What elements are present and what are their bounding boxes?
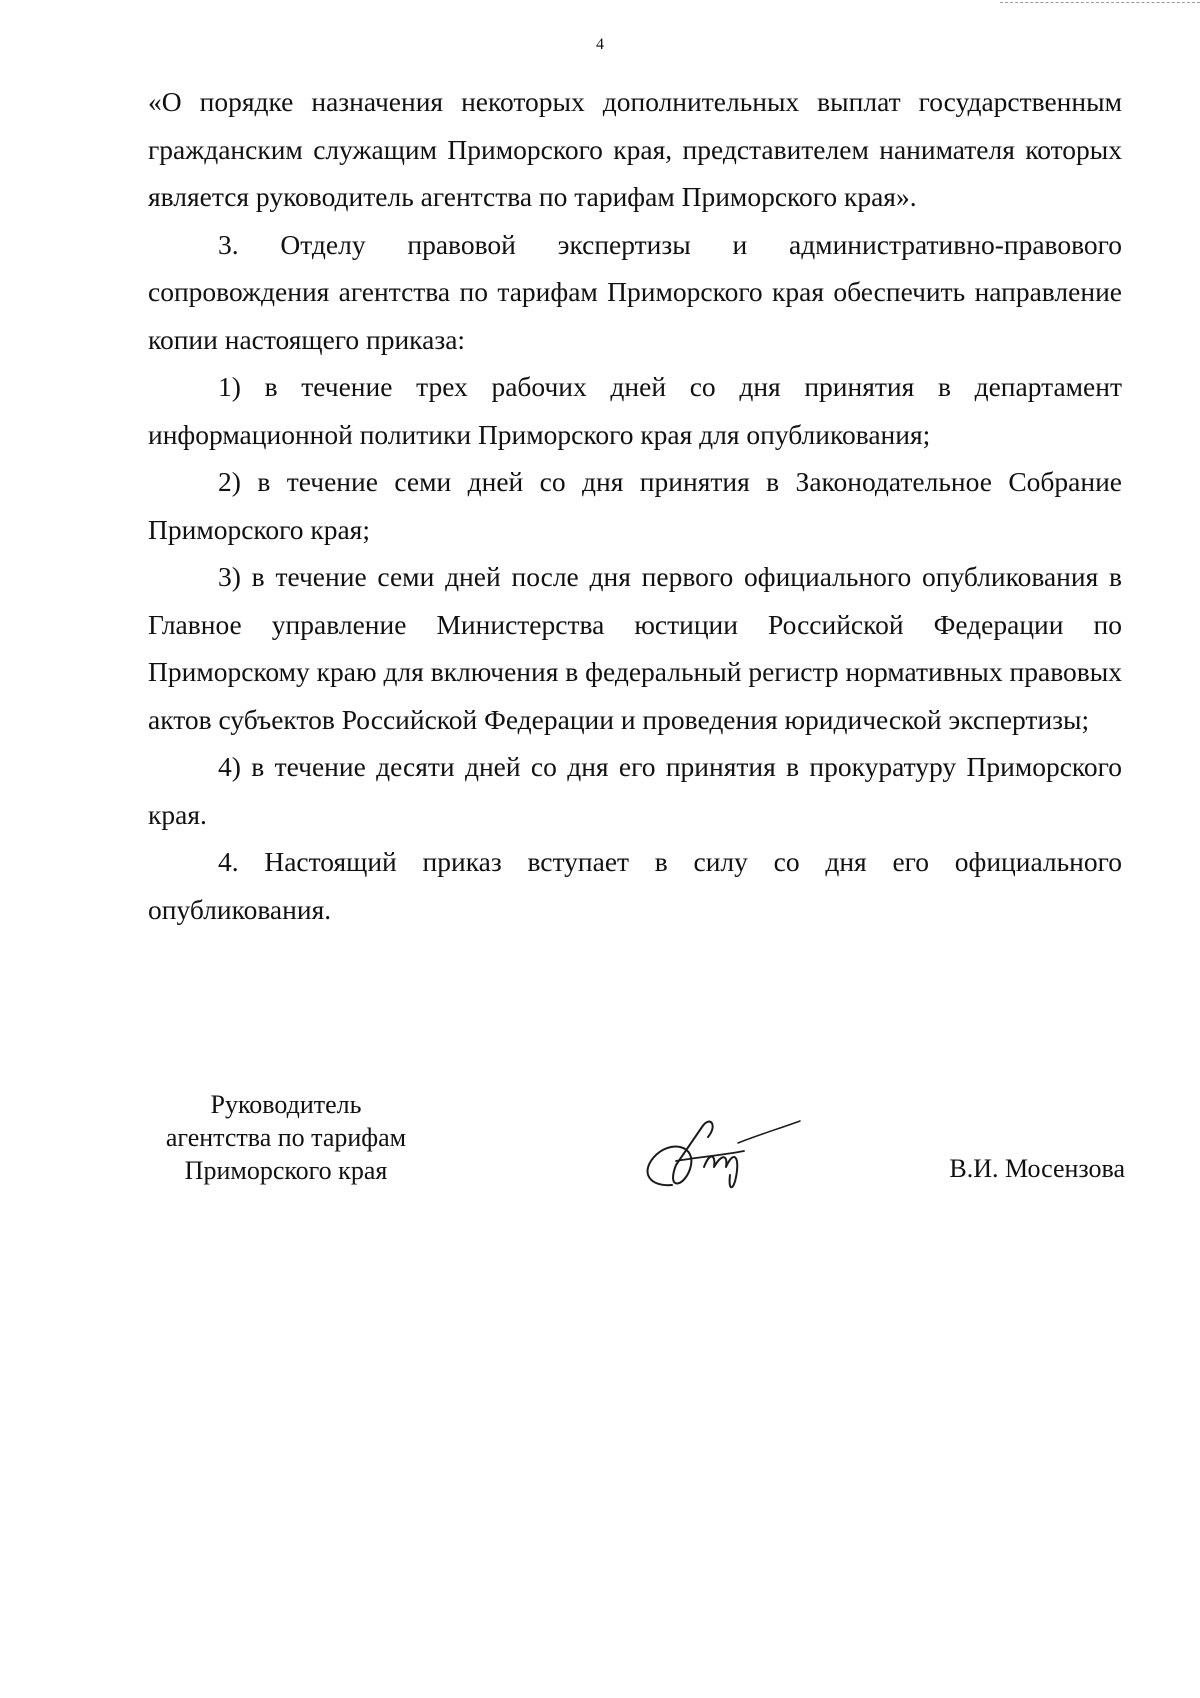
- paragraph-continuation: «О порядке назначения некоторых дополнительных выплат государственным гражданским служащим Приморского края, представителем нанимателя которых является руководитель агентства по тарифам Приморского края».: [148, 86, 1122, 212]
- signer-name: В.И. Мосензова: [949, 1154, 1125, 1183]
- paragraph-subitem-4: 4) в течение десяти дней со дня его принятия в прокуратуру Приморского края.: [148, 751, 1122, 830]
- scan-edge-line: [1000, 2, 1200, 3]
- signer-position-line: агентства по тарифам: [165, 1123, 407, 1152]
- page-number: 4: [596, 36, 604, 53]
- paragraph-item-4: 4. Настоящий приказ вступает в силу со дня его официального опубликования.: [148, 846, 1122, 925]
- paragraph-subitem-3: 3) в течение семи дней после дня первого официального опубликования в Главное управление Министерства юстиции Российской Федерации по Приморскому краю для включения в федеральный регистр нормативных правовых актов субъектов Российской Федерации и проведения юридической экспертизы;: [148, 561, 1122, 735]
- signer-position-line: Приморского края: [184, 1156, 388, 1185]
- document-body: [148, 78, 1122, 933]
- paragraph-subitem-1: 1) в течение трех рабочих дней со дня принятия в департамент информационной политики Приморского края для опубликования;: [148, 371, 1122, 450]
- paragraph-item-3: 3. Отделу правовой экспертизы и административно-правового сопровождения агентства по тарифам Приморского края обеспечить направление копии настоящего приказа:: [148, 228, 1122, 355]
- signer-position: [136, 1088, 436, 1187]
- paragraph-subitem-2: 2) в течение семи дней со дня принятия в Законодательное Собрание Приморского края;: [148, 466, 1122, 545]
- handwritten-signature-icon: [632, 1105, 812, 1200]
- signer-position-line: Руководитель: [210, 1090, 362, 1119]
